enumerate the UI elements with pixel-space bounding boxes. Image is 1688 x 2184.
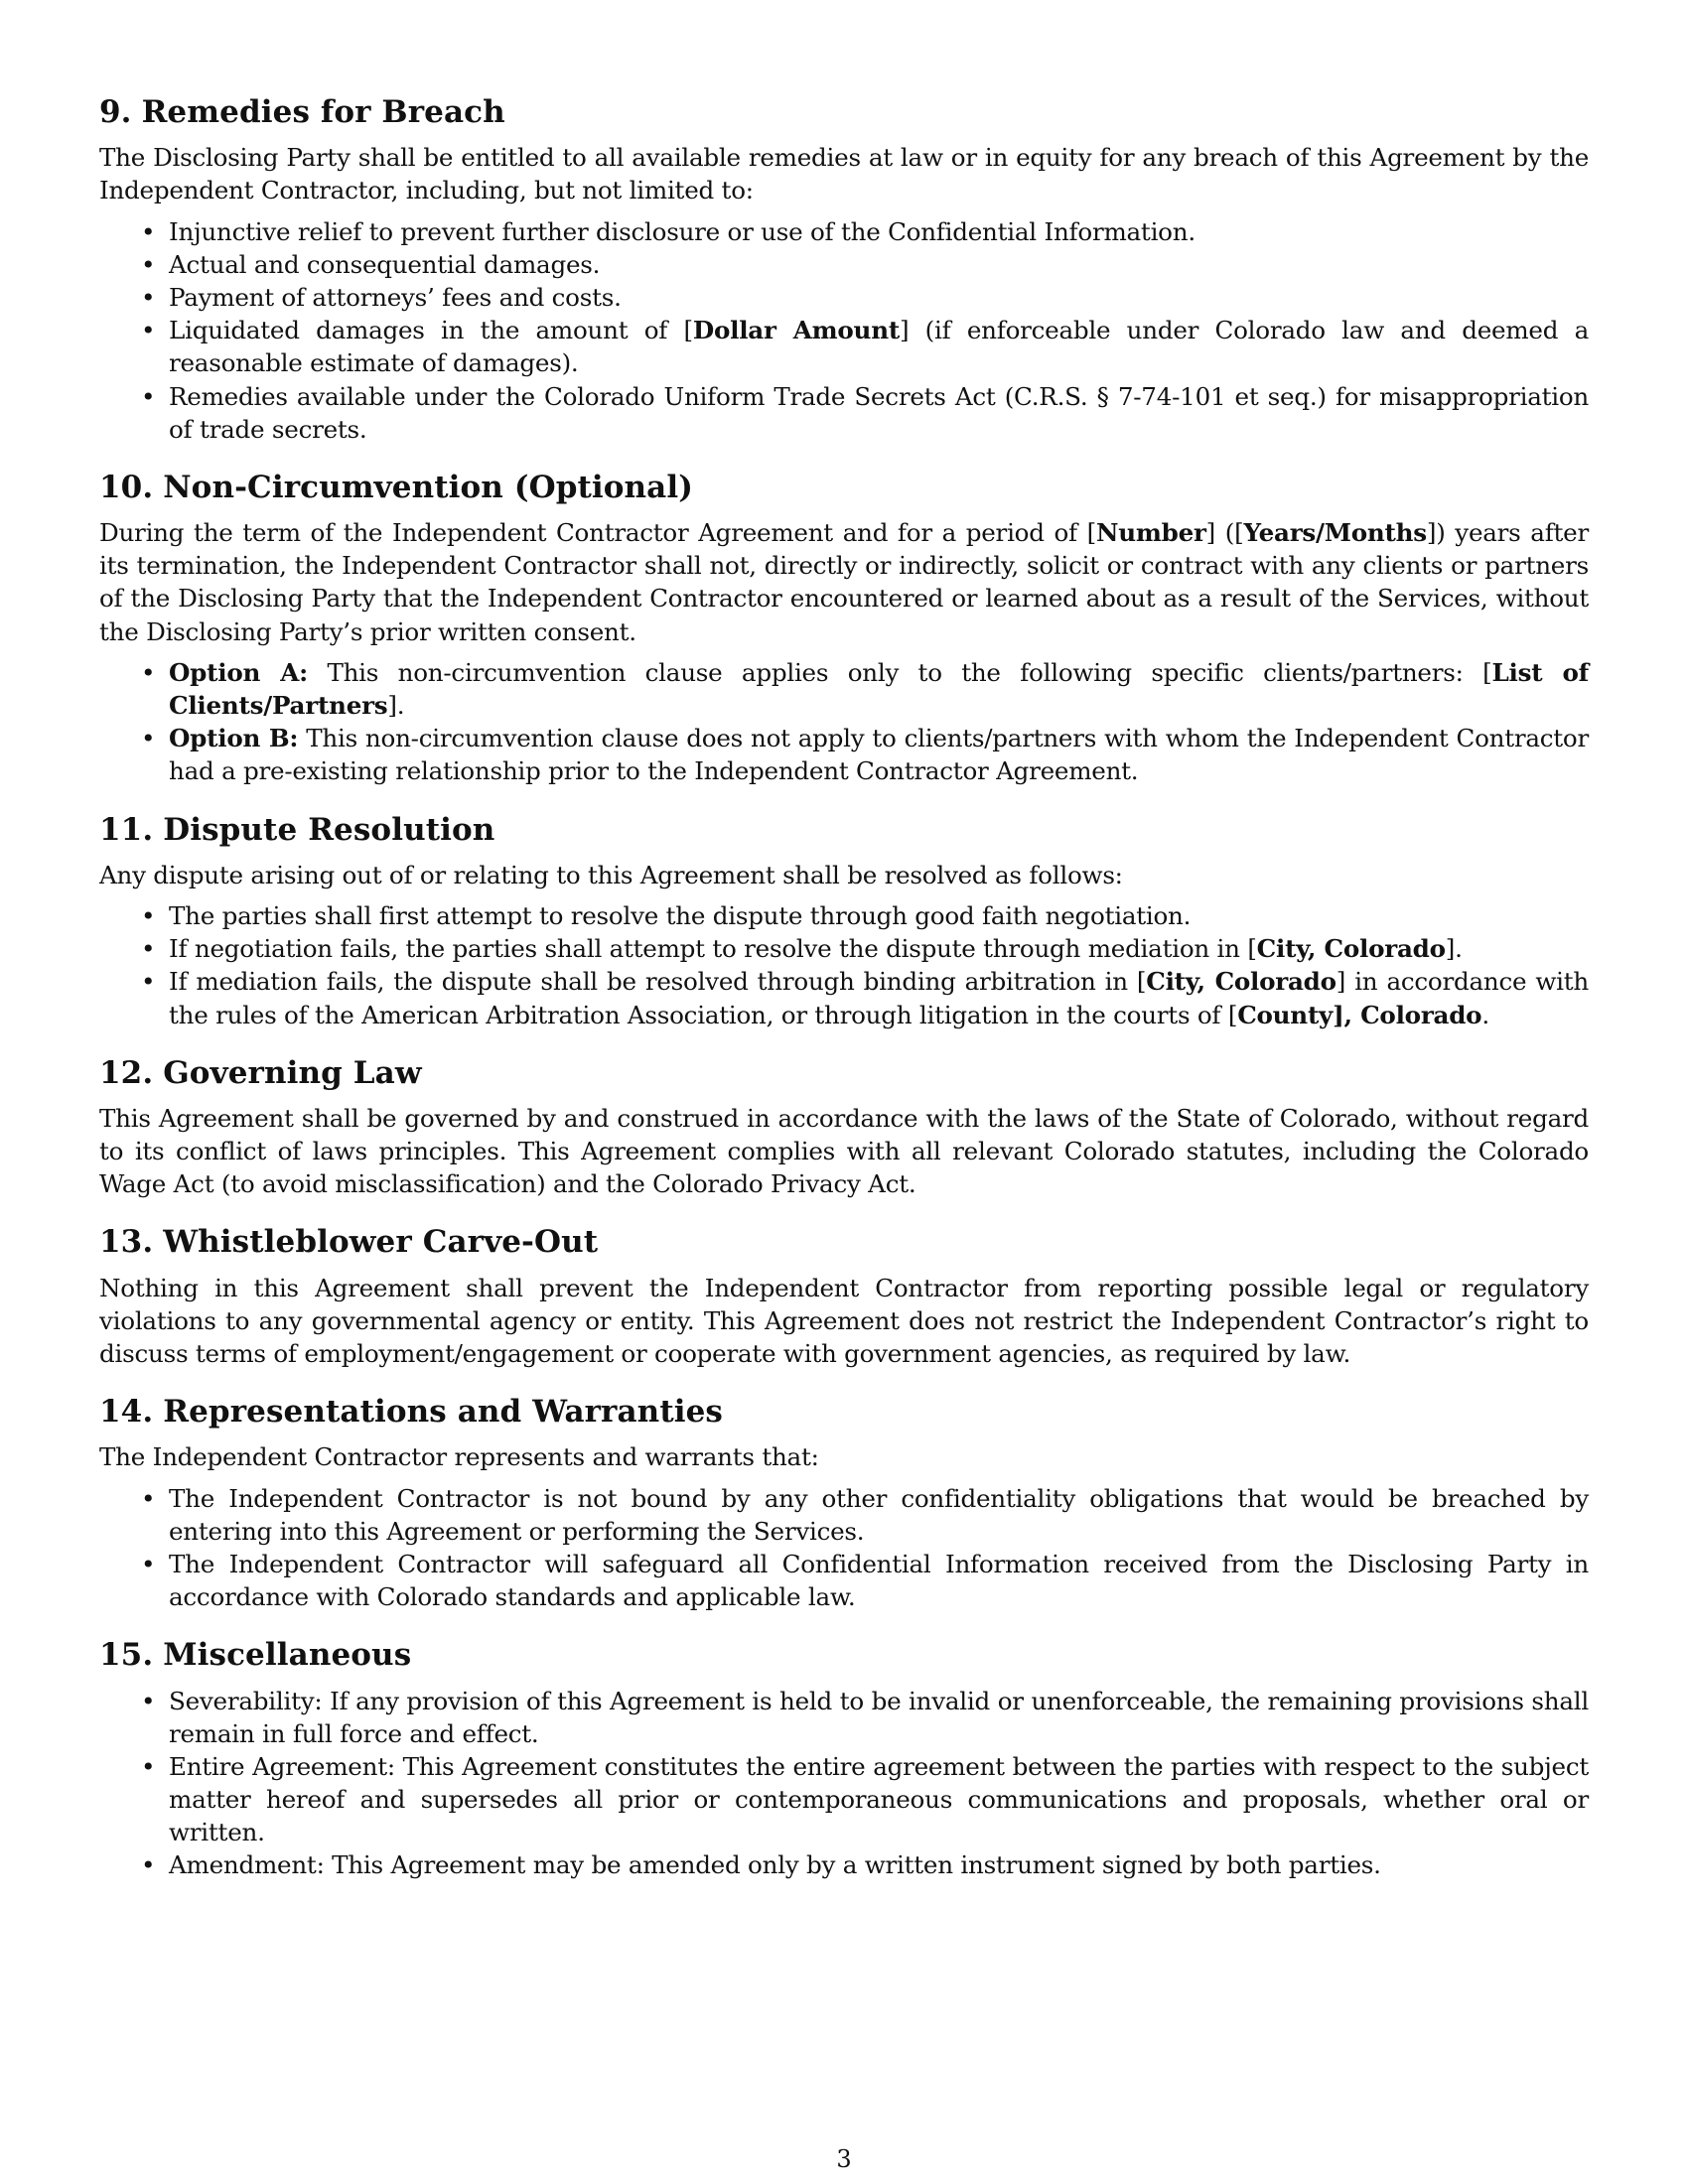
section-title: Dispute Resolution <box>163 811 495 848</box>
section-title: Remedies for Breach <box>141 94 505 130</box>
section-paragraph: Nothing in this Agreement shall prevent the Independent Contractor from reporting possible legal or regulatory violations to any governmental agency or entity. This Agreement does not restrict the Independent Contractor’s right to discuss terms of employment/engagement or cooperate with government agencies, as required by law. <box>99 1273 1589 1368</box>
list-item <box>169 932 1589 965</box>
section-miscellaneous <box>99 1637 1589 1881</box>
list-item-text: ] in accordance with the rules of the American Arbitration Association, or through litigation in the courts of [ <box>169 967 1589 1029</box>
list-item-text: Actual and consequential damages. <box>169 249 601 279</box>
section-title: Governing Law <box>163 1054 422 1091</box>
list-item <box>169 965 1589 1030</box>
list-item-text: Injunctive relief to prevent further disclosure or use of the Confidential Information. <box>169 216 1196 246</box>
list-item-text: ]. <box>387 691 405 720</box>
list-item-text: Liquidated damages in the amount of [ <box>169 316 693 345</box>
list-item-text: Severability: If any provision of this Agreement is held to be invalid or unenforceable, the remaining provisions shall remain in full force and effect. <box>169 1686 1589 1748</box>
list-item-text: The Independent Contractor is not bound by any other confidentiality obligations that would be breached by entering into this Agreement or performing the Services. <box>169 1483 1589 1546</box>
section-number: 12. <box>99 1054 154 1091</box>
list-item <box>169 1482 1589 1548</box>
placeholder-city: City, Colorado <box>1256 934 1446 964</box>
section-remedies-for-breach <box>99 94 1589 446</box>
section-heading <box>99 470 1589 506</box>
page-number: 3 <box>836 2145 852 2173</box>
list-item <box>169 656 1589 722</box>
section-number: 9. <box>99 94 132 130</box>
section-paragraph: This Agreement shall be governed by and construed in accordance with the laws of the State of Colorado, without regard to its conflict of laws principles. This Agreement complies with all relevant Colorado statutes, including the Colorado Wage Act (to avoid misclassification) and the Colorado Privacy Act. <box>99 1103 1589 1199</box>
list-item <box>169 722 1589 787</box>
section-paragraph: Any dispute arising out of or relating to this Agreement shall be resolved as follows: <box>99 860 1123 889</box>
list-item-text: Entire Agreement: This Agreement constitutes the entire agreement between the parties with respect to the subject matter hereof and supersedes all prior or contemporaneous communications and proposals, whether oral or written. <box>169 1751 1589 1847</box>
section-representations <box>99 1394 1589 1613</box>
section-heading <box>99 1055 1589 1092</box>
list-item <box>169 380 1589 446</box>
placeholder-list-clients: List of Clients/Partners <box>169 657 1589 720</box>
list-item-text: Remedies available under the Colorado Uniform Trade Secrets Act (C.R.S. § 7-74-101 et seq.) for misappropriation of trade secrets. <box>169 381 1589 444</box>
section-paragraph <box>99 516 1589 648</box>
list-item <box>169 281 1589 314</box>
paragraph-text: During the term of the Independent Contractor Agreement and for a period of [ <box>99 518 1096 548</box>
list-item <box>169 1750 1589 1849</box>
list-item <box>169 1548 1589 1613</box>
section-title: Representations and Warranties <box>163 1394 723 1431</box>
placeholder-years-months: Years/Months <box>1243 518 1427 548</box>
section-whistleblower <box>99 1224 1589 1370</box>
section-heading <box>99 1224 1589 1261</box>
list-item <box>169 215 1589 248</box>
option-label: Option B: <box>169 724 299 753</box>
section-title: Whistleblower Carve-Out <box>163 1224 599 1261</box>
section-title: Non-Circumvention (Optional) <box>163 469 694 505</box>
list-item-text: Amendment: This Agreement may be amended only by a written instrument signed by both parties. <box>169 1850 1381 1880</box>
section-number: 14. <box>99 1394 154 1431</box>
section-dispute-resolution <box>99 812 1589 1031</box>
placeholder-city: City, Colorado <box>1146 967 1336 997</box>
section-heading <box>99 1637 1589 1674</box>
section-paragraph: The Independent Contractor represents and warrants that: <box>99 1442 819 1472</box>
list-item-text: ]. <box>1445 934 1463 964</box>
section-number: 13. <box>99 1224 154 1261</box>
list-item <box>169 1848 1589 1881</box>
paragraph-text: ] ([ <box>1205 518 1244 548</box>
list-item-text: This non-circumvention clause applies only to the following specific clients/partners: [ <box>307 657 1492 687</box>
placeholder-number: Number <box>1095 518 1206 548</box>
list-item-text: ] (if enforceable under Colorado law and deemed a reasonable estimate of damages). <box>169 316 1589 378</box>
list-item-text: This non-circumvention clause does not apply to clients/partners with whom the Independent Contractor had a pre-existing relationship prior to the Independent Contractor Agreement. <box>169 724 1589 786</box>
dispute-list <box>99 899 1589 1031</box>
list-item-text: The Independent Contractor will safeguard all Confidential Information received from the Disclosing Party in accordance with Colorado standards and applicable law. <box>169 1549 1589 1612</box>
list-item <box>169 248 1589 281</box>
document-content <box>99 94 1589 1906</box>
section-title: Miscellaneous <box>163 1637 412 1674</box>
representations-list <box>99 1482 1589 1614</box>
miscellaneous-list <box>99 1685 1589 1882</box>
section-non-circumvention <box>99 470 1589 788</box>
section-governing-law <box>99 1055 1589 1201</box>
section-number: 15. <box>99 1637 154 1674</box>
remedies-list <box>99 215 1589 446</box>
section-number: 11. <box>99 811 154 848</box>
placeholder-county: County], Colorado <box>1237 1000 1482 1029</box>
list-item-text: . <box>1481 1000 1489 1029</box>
section-number: 10. <box>99 469 154 505</box>
section-heading <box>99 94 1589 131</box>
list-item <box>169 899 1589 932</box>
list-item <box>169 314 1589 379</box>
list-item-text: If mediation fails, the dispute shall be resolved through binding arbitration in [ <box>169 967 1147 997</box>
list-item <box>169 1685 1589 1750</box>
section-heading <box>99 812 1589 849</box>
placeholder-dollar-amount: Dollar Amount <box>692 316 900 345</box>
paragraph-text: ]) years after its termination, the Independent Contractor shall not, directly or indirectly, solicit or contract with any clients or partners of the Disclosing Party that the Independent Contractor encountered or learned about as a result of the Services, without the Disclosing Party’s prior written consent. <box>99 518 1589 646</box>
section-paragraph: The Disclosing Party shall be entitled to all available remedies at law or in equity for any breach of this Agreement by the Independent Contractor, including, but not limited to: <box>99 143 1589 205</box>
list-item-text: Payment of attorneys’ fees and costs. <box>169 282 622 312</box>
list-item-text: If negotiation fails, the parties shall attempt to resolve the dispute through mediation in [ <box>169 934 1257 964</box>
option-label: Option A: <box>169 657 308 687</box>
section-heading <box>99 1394 1589 1431</box>
options-list <box>99 656 1589 788</box>
list-item-text: The parties shall first attempt to resolve the dispute through good faith negotiation. <box>169 900 1192 930</box>
